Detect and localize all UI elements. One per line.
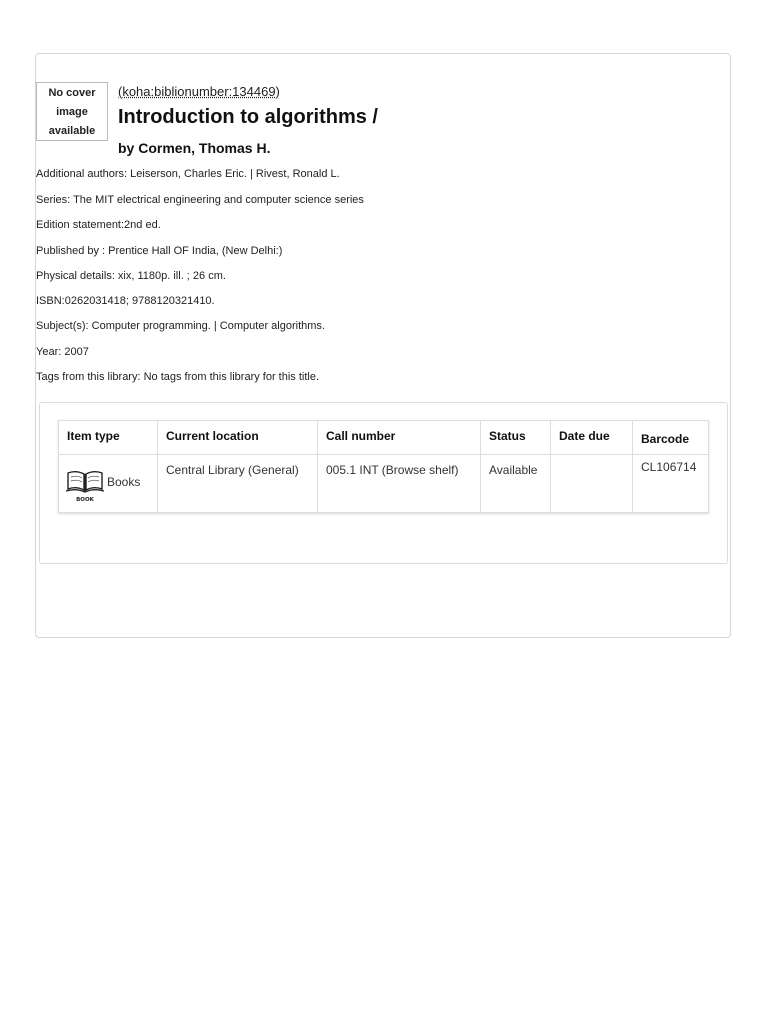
record-title: Introduction to algorithms /	[118, 106, 378, 128]
cover-text-line: available	[48, 125, 96, 137]
edition-statement: Edition statement:2nd ed.	[36, 219, 161, 231]
year: Year: 2007	[36, 346, 89, 358]
item-type-label: Books	[107, 475, 141, 489]
header-call-number[interactable]: Call number	[318, 421, 481, 455]
header-current-location[interactable]: Current location	[158, 421, 318, 455]
cell-barcode: CL106714	[633, 455, 709, 513]
cover-text-line: image	[56, 106, 88, 118]
holdings-table	[58, 420, 709, 513]
cell-status: Available	[481, 455, 551, 513]
published-by: Published by : Prentice Hall OF India, (New Delhi:)	[36, 245, 283, 257]
additional-authors: Additional authors: Leiserson, Charles Eric. | Rivest, Ronald L.	[36, 168, 340, 180]
record-author: by Cormen, Thomas H.	[118, 140, 271, 156]
cover-text-line: No cover	[48, 87, 96, 99]
header-item-type[interactable]: Item type	[59, 421, 158, 455]
table-row	[59, 455, 709, 513]
series: Series: The MIT electrical engineering and computer science series	[36, 194, 364, 206]
book-icon	[65, 465, 105, 503]
table-header-row	[59, 421, 709, 455]
cell-current-location: Central Library (General)	[158, 455, 318, 513]
cell-item-type	[59, 455, 158, 513]
biblio-number-link[interactable]: (koha:biblionumber:134469)	[118, 84, 280, 99]
book-icon-caption: BOOK	[76, 497, 94, 503]
cell-date-due	[551, 455, 633, 513]
header-date-due[interactable]: Date due	[551, 421, 633, 455]
isbn: ISBN:0262031418; 9788120321410.	[36, 295, 215, 307]
cell-call-number[interactable]: 005.1 INT (Browse shelf)	[318, 455, 481, 513]
header-status[interactable]: Status	[481, 421, 551, 455]
tags: Tags from this library: No tags from this library for this title.	[36, 371, 320, 383]
no-cover-placeholder	[36, 82, 108, 141]
header-barcode[interactable]: Barcode	[633, 421, 709, 455]
physical-details: Physical details: xix, 1180p. ill. ; 26 cm.	[36, 270, 226, 282]
subjects: Subject(s): Computer programming. | Computer algorithms.	[36, 320, 325, 332]
